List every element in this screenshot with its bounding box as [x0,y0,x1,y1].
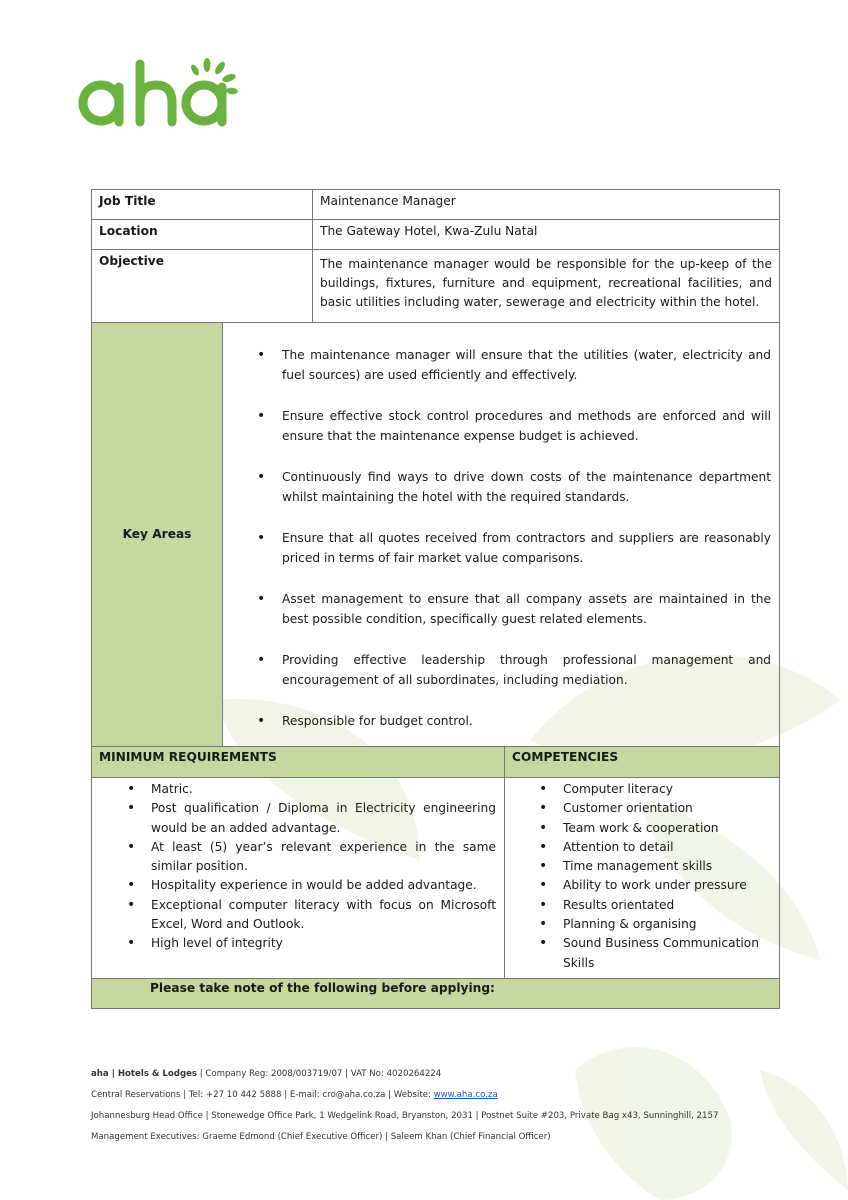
key-area-item: • Ensure effective stock control procedures and methods are enforced and will ensure that the maintenance expense budget is achieved. [282,406,771,446]
key-areas-list [223,323,779,746]
competency-item: • Attention to detail [563,838,771,857]
footer-brand: aha | Hotels & Lodges [91,1069,198,1079]
requirement-item: • Post qualification / Diploma in Electricity engineering would be an added advantage. [151,799,496,838]
requirement-item: • At least (5) year’s relevant experience in the same similar position. [151,838,496,877]
aha-logo [76,56,238,130]
objective-row [92,250,780,323]
footer-address-line: Johannesburg Head Office | Stonewedge Office Park, 1 Wedgelink Road, Bryanston, 2031 | Postnet Suite #203, Private Bag x43, Sunninghill, 2157 [91,1111,719,1121]
competencies-list [506,779,778,977]
key-area-item: • Asset management to ensure that all company assets are maintained in the best possible condition, specifically guest related elements. [282,589,771,629]
page-footer [91,1064,791,1148]
competency-item: • Team work & cooperation [563,819,771,838]
footer-website-link[interactable]: www.aha.co.za [433,1090,498,1100]
lists-row [92,778,780,979]
objective-value: The maintenance manager would be responsible for the up-keep of the buildings, fixtures, furniture and equipment, recreational facilities, and basic utilities including water, sewerage and electricity within the hotel. [313,250,780,323]
job-title-value: Maintenance Manager [313,190,780,220]
job-title-label: Job Title [92,190,313,220]
requirement-item: • Exceptional computer literacy with focus on Microsoft Excel, Word and Outlook. [151,896,496,935]
objective-label: Objective [92,250,313,323]
requirements-heading: MINIMUM REQUIREMENTS [92,747,505,778]
competency-item: • Planning & organising [563,915,771,934]
job-description [91,189,779,1009]
footer-contact-line [91,1085,791,1106]
key-areas-row [92,323,780,747]
competency-item: • Computer literacy [563,780,771,799]
footer-company-reg: | Company Reg: 2008/003719/07 | VAT No: 4020264224 [197,1069,442,1079]
key-area-item: • Providing effective leadership through professional management and encouragement of all subordinates, including mediation. [282,650,771,690]
footer-company-line [91,1064,791,1085]
job-title-row [92,190,780,220]
section-header-row [92,747,780,778]
competencies-heading: COMPETENCIES [505,747,780,778]
key-area-item: • Responsible for budget control. [282,711,771,731]
competency-item: • Ability to work under pressure [563,876,771,895]
competency-item: • Customer orientation [563,799,771,818]
key-areas-cell [223,323,780,747]
competency-item: • Results orientated [563,896,771,915]
location-row [92,220,780,250]
competency-item: • Sound Business Communication Skills [563,934,771,973]
job-table [91,189,780,1009]
competency-item: • Time management skills [563,857,771,876]
location-value: The Gateway Hotel, Kwa-Zulu Natal [313,220,780,250]
key-areas-label: Key Areas [92,323,223,747]
note-row [92,978,780,1008]
footer-executives-line: Management Executives: Graeme Edmond (Chief Executive Officer) | Saleem Khan (Chief Financial Officer) [91,1132,551,1142]
key-area-item: • The maintenance manager will ensure that the utilities (water, electricity and fuel sources) are used efficiently and effectively. [282,345,771,385]
requirement-item: • Hospitality experience in would be added advantage. [151,876,496,895]
requirements-cell [92,778,505,979]
requirement-item: • Matric. [151,780,496,799]
requirements-list [93,779,503,958]
competencies-cell [505,778,780,979]
application-note: Please take note of the following before applying: [92,978,780,1008]
key-area-item: • Continuously find ways to drive down costs of the maintenance department whilst maintaining the hotel with the required standards. [282,467,771,507]
location-label: Location [92,220,313,250]
requirement-item: • High level of integrity [151,934,496,953]
footer-contact-text: Central Reservations | Tel: +27 10 442 5888 | E-mail: cro@aha.co.za | Website: [91,1090,434,1100]
key-area-item: • Ensure that all quotes received from contractors and suppliers are reasonably priced in terms of fair market value comparisons. [282,528,771,568]
